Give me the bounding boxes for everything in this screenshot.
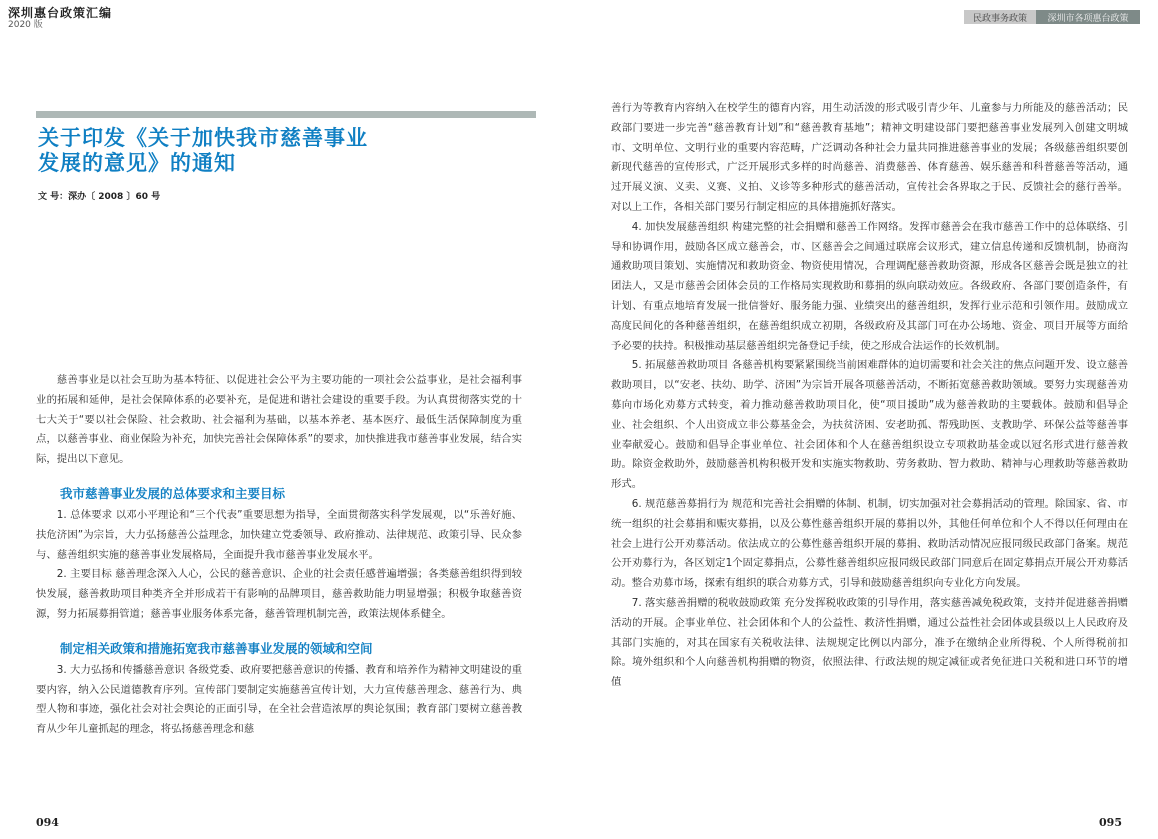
running-header-left — [8, 6, 112, 31]
paragraph-4: 4. 加快发展慈善组织 构建完整的社会捐赠和慈善工作网络。发挥市慈善会在我市慈善工作中的总体联络、引导和协调作用，鼓励各区成立慈善会，市、区慈善会之间通过联席会议形式，建立信息传递和反馈机制，协商沟通救助项目策划、实施情况和救助资金、物资使用情况，合理调配慈善救助资源，形成各区慈善会既是独立的社团法人，又是市慈善会团体会员的工作格局实现救助和募捐的纵向联动效应。各级政府、各部门要创造条件，有计划、有重点地培育发展一批信誉好、服务能力强、业绩突出的慈善组织，发挥行业示范和引领作用。鼓励成立高度民间化的各种慈善组织，在慈善组织成立初期，各级政府及其部门可在办公场地、资金、项目开展等方面给予必要的扶持。积极推动基层慈善组织完备登记手续，使之形成合法运作的长效机制。 — [611, 220, 1128, 352]
paragraph-7: 7. 落实慈善捐赠的税收鼓励政策 充分发挥税收政策的引导作用，落实慈善减免税政策，支持并促进慈善捐赠活动的开展。企事业单位、社会团体和个人的公益性、救济性捐赠，通过公益性社会团体或县级以上人民政府及其部门实施的，对其在国家有关税收法律、法规规定比例以内部分，准予在缴纳企业所得税、个人所得税前扣除。境外组织和个人向慈善机构捐赠的物资，依照法律、行政法规的规定减征或者免征进口关税和进口环节的增值 — [611, 596, 1128, 689]
right-body-text — [611, 99, 1128, 693]
running-header-tags — [964, 10, 1140, 24]
intro-paragraph: 慈善事业是以社会互助为基本特征、以促进社会公平为主要功能的一项社会公益事业，是社会福利事业的拓展和延伸，是社会保障体系的必要补充，是促进和谐社会建设的重要手段。为认真贯彻落实党的十七大关于“要以社会保险、社会救助、社会福利为基础，以基本养老、基本医疗、最低生活保障制度为重点，以慈善事业、商业保险为补充，加快完善社会保障体系”的要求，加快推进我市慈善事业发展，结合实际，提出以下意见。 — [36, 374, 522, 466]
paragraph-6: 6. 规范慈善募捐行为 规范和完善社会捐赠的体制、机制，切实加强对社会募捐活动的管理。除国家、省、市统一组织的社会募捐和赈灾募捐，以及公募性慈善组织开展的募捐以外，其他任何单位和个人不得以任何理由在社会上进行公开劝募活动。依法成立的公募性慈善组织开展的募捐、救助活动情况应报同级民政部门备案。规范公开劝募行为，各区划定1个固定募捐点，公募性慈善组织应报同级民政部门同意后在固定募捐点开展公开劝募活动。整合劝募市场，探索有组织的联合劝募方式，引导和鼓励慈善组织向专业化方向发展。 — [611, 497, 1128, 590]
subcategory-tag: 深圳市各项惠台政策 — [1036, 10, 1140, 24]
paragraph-3: 3. 大力弘扬和传播慈善意识 各级党委、政府要把慈善意识的传播、教育和培养作为精神文明建设的重要内容，纳入公民道德教育序列。宣传部门要制定实施慈善宣传计划，大力宣传慈善理念、慈善行为、典型人物和事迹，强化社会对社会舆论的正面引导，在全社会营造浓厚的舆论氛围；教育部门要树立慈善教育从少年儿童抓起的理念，将弘扬慈善理念和慈 — [36, 663, 522, 736]
edition-year: 2020 版 — [8, 20, 43, 30]
paragraph-1: 1. 总体要求 以邓小平理论和“三个代表”重要思想为指导，全面贯彻落实科学发展观，以“乐善好施、扶危济困”为宗旨，大力弘扬慈善公益理念，加快建立党委领导、政府推动、法律规范、政策引导、民众参与、慈善组织实施的慈善事业发展格局，全面提升我市慈善事业发展水平。 — [36, 508, 522, 561]
section-heading-1: 我市慈善事业发展的总体要求和主要目标 — [60, 485, 286, 501]
paragraph-2: 2. 主要目标 慈善理念深入人心，公民的慈善意识、企业的社会责任感普遍增强；各类慈善组织得到较快发展，慈善救助项目种类齐全并形成若干有影响的品牌项目，慈善救助能力明显增强；积极争取慈善资源，努力拓展募捐管道；慈善事业服务体系完备，慈善管理机制完善，政策法规体系健全。 — [36, 568, 522, 620]
title-line-2: 发展的意见》的通知 — [38, 151, 236, 175]
title-divider — [36, 111, 536, 118]
document-title — [38, 126, 398, 176]
section-heading-2: 制定相关政策和措施拓宽我市慈善事业发展的领域和空间 — [60, 640, 373, 656]
left-body-text — [36, 371, 522, 740]
book-title: 深圳惠台政策汇编 — [8, 6, 113, 20]
category-tag: 民政事务政策 — [964, 10, 1036, 24]
paragraph-5: 5. 拓展慈善救助项目 各慈善机构要紧紧围绕当前困难群体的迫切需要和社会关注的焦点问题开发、设立慈善救助项目，以“安老、扶幼、助学、济困”为宗旨开展各项慈善活动，不断拓宽慈善救助领域。要努力实现慈善劝募向市场化劝募方式转变，着力推动慈善救助项目化，使“项目援助”成为慈善救助的主要载体。鼓励和倡导企业、社会组织、个人出资成立非公募基金会，为扶贫济困、安老助孤、帮残助医、支教助学、环保公益等慈善事业奉献爱心。鼓励和倡导企事业单位、社会团体和个人在慈善组织设立专项救助基金或以冠名形式进行慈善救助。除资金救助外，鼓励慈善机构积极开发和实施实物救助、劳务救助、智力救助、精神与心理救助等慈善救助形式。 — [611, 359, 1128, 491]
paragraph-3-continued: 善行为等教育内容纳入在校学生的德育内容，用生动活泼的形式吸引青少年、儿童参与力所能及的慈善活动；民政部门要进一步完善“慈善教育计划”和“慈善教育基地”；精神文明建设部门要把慈善事业发展列入创建文明城市、文明单位、文明行业的重要内容范畴，广泛调动各种社会力量共同推进慈善事业的发展；各级慈善组织要创新现代慈善的宣传形式，广泛开展形式多样的时尚慈善、消费慈善、体育慈善、娱乐慈善和科普慈善等活动，通过开展义演、义卖、义赛、义拍、义诊等多种形式的慈善活动，宣传社会各界取之于民、反馈社会的慈行善举。对以上工作，各相关部门要另行制定相应的具体措施抓好落实。 — [611, 102, 1128, 213]
title-line-1: 关于印发《关于加快我市慈善事业 — [38, 126, 368, 150]
page-number-left: 094 — [36, 816, 59, 829]
document-number: 文 号：深办〔 2008 〕60 号 — [38, 192, 161, 202]
page-number-right: 095 — [1099, 816, 1122, 829]
